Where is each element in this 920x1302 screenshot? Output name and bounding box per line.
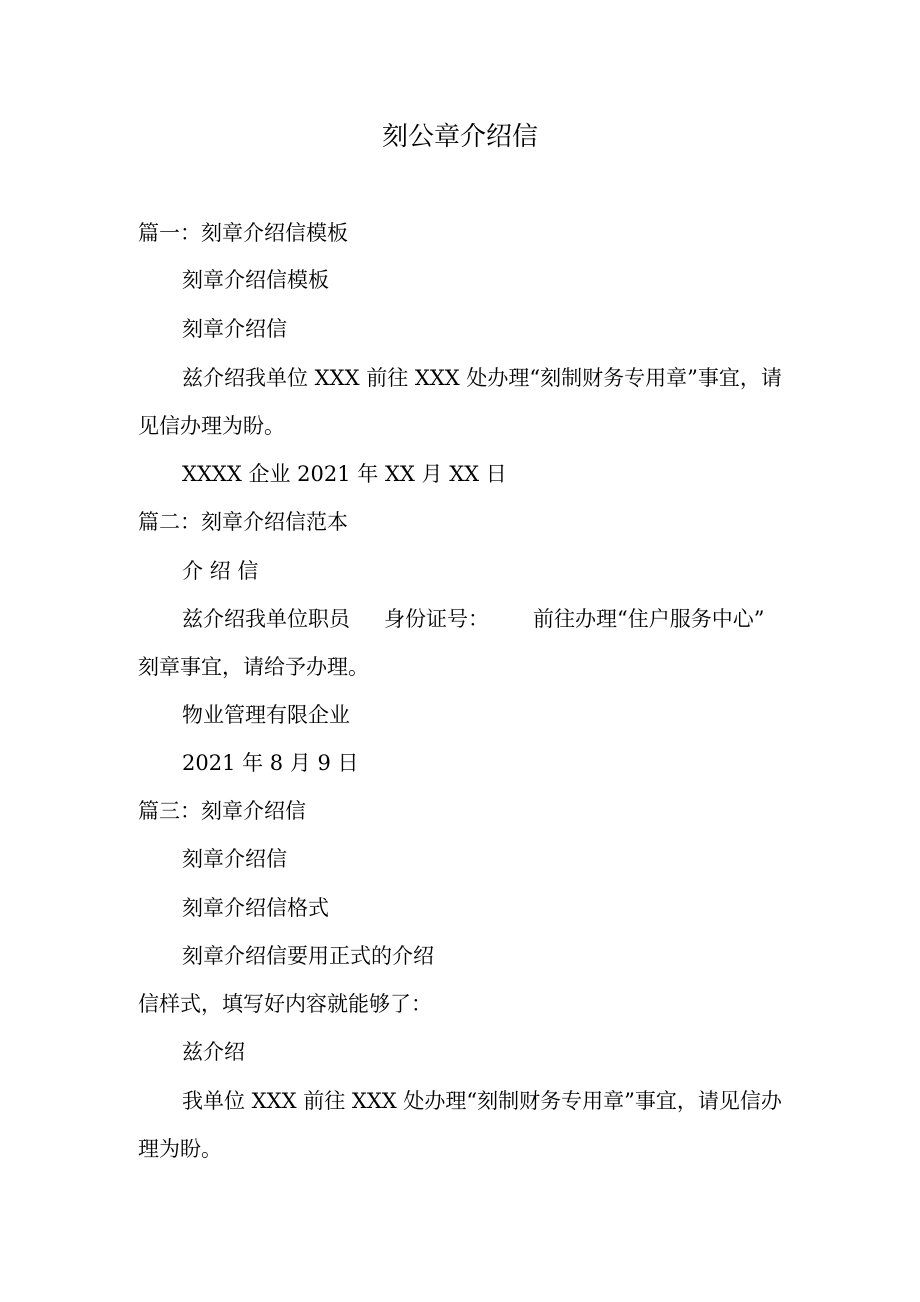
section-heading-2: 篇二：刻章介绍信范本 <box>138 510 348 534</box>
section2-body-part-2: 身份证号： <box>384 607 489 631</box>
section3-subtitle-format: 刻章介绍信格式 <box>182 896 329 920</box>
section2-body-part-1: 兹介绍我单位职员 <box>182 607 350 631</box>
section2-body-line-1 <box>182 604 764 634</box>
section-heading-3: 篇三：刻章介绍信 <box>138 799 306 823</box>
section1-signature: XXXX 企业 2021 年 XX 月 XX 日 <box>182 462 507 486</box>
section3-subtitle-letter: 刻章介绍信 <box>182 847 287 871</box>
section2-body-line-2: 刻章事宜，请给予办理。 <box>138 655 369 679</box>
section2-organization: 物业管理有限企业 <box>182 703 350 727</box>
section3-instruction-line-1: 刻章介绍信要用正式的介绍 <box>182 944 434 968</box>
section3-body-line-2: 理为盼。 <box>138 1137 222 1161</box>
section2-body-part-3: 前往办理“住户服务中心” <box>533 607 765 631</box>
section1-body-line-1: 兹介绍我单位 XXX 前往 XXX 处办理“刻制财务专用章”事宜，请 <box>182 366 782 390</box>
section-heading-1: 篇一：刻章介绍信模板 <box>138 221 348 245</box>
section1-subtitle-template: 刻章介绍信模板 <box>182 268 329 292</box>
section1-body-line-2: 见信办理为盼。 <box>138 414 285 438</box>
section1-subtitle-letter: 刻章介绍信 <box>182 317 287 341</box>
section2-date: 2021 年 8 月 9 日 <box>182 751 359 775</box>
document-title: 刻公章介绍信 <box>381 122 538 152</box>
section2-letter-title: 介 绍 信 <box>182 559 259 583</box>
section3-body-line-1: 我单位 XXX 前往 XXX 处办理“刻制财务专用章”事宜，请见信办 <box>182 1089 782 1113</box>
section3-instruction-line-2: 信样式，填写好内容就能够了： <box>138 992 432 1016</box>
section3-letter-opening: 兹介绍 <box>182 1040 245 1064</box>
